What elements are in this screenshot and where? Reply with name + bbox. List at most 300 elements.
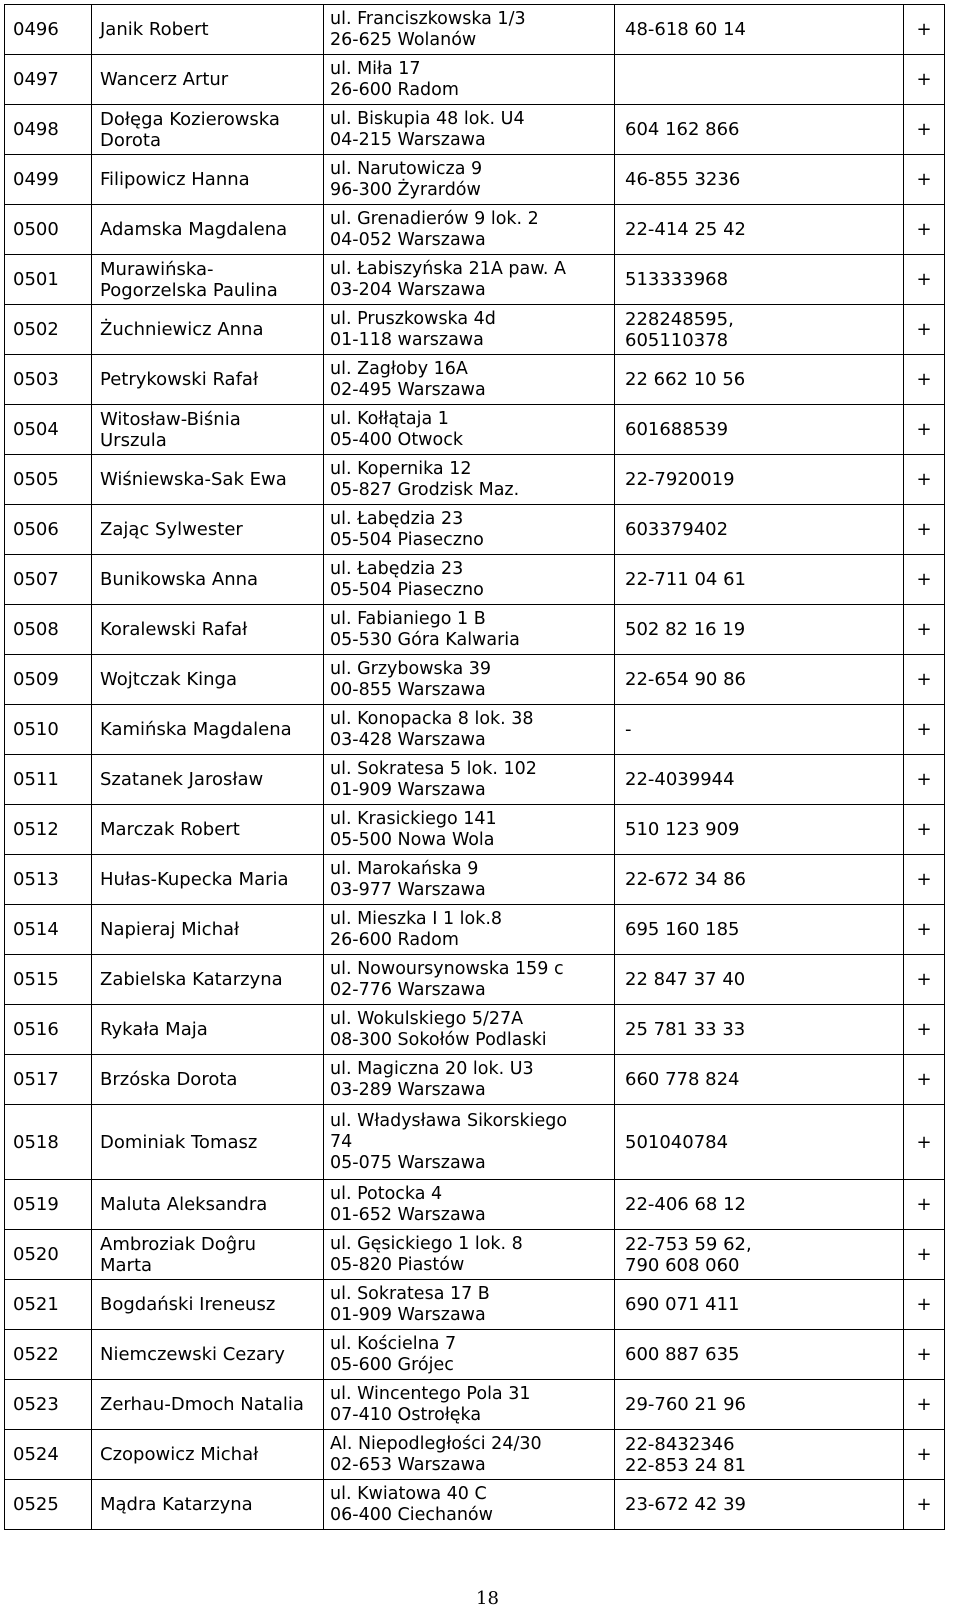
address-line: ul. Potocka 4 — [330, 1183, 443, 1204]
table-row — [5, 1480, 945, 1530]
person-name-line: Murawińska- — [100, 258, 214, 280]
record-id-cell — [5, 1180, 92, 1230]
person-name-line: Urszula — [100, 429, 167, 451]
person-name-line: Marta — [100, 1254, 153, 1276]
phone-line: 46-855 3236 — [625, 169, 741, 190]
table-row — [5, 255, 945, 305]
address-cell — [324, 1180, 615, 1230]
status-mark-cell — [904, 605, 945, 655]
phone-line: 660 778 824 — [625, 1069, 740, 1090]
person-name-line: Rykała Maja — [100, 1019, 208, 1040]
address-line: 02-495 Warszawa — [330, 379, 486, 400]
address-line: ul. Krasickiego 141 — [330, 808, 497, 829]
person-name-cell — [92, 805, 324, 855]
record-id: 0507 — [13, 569, 59, 590]
record-id-cell — [5, 805, 92, 855]
person-name-line: Zając Sylwester — [100, 519, 243, 540]
phone-line: 22-406 68 12 — [625, 1194, 747, 1215]
address-cell — [324, 505, 615, 555]
record-id: 0513 — [13, 869, 59, 890]
phone-line: 29-760 21 96 — [625, 1394, 747, 1415]
status-mark-cell — [904, 505, 945, 555]
address-cell — [324, 855, 615, 905]
address-line: 05-600 Grójec — [330, 1354, 454, 1375]
status-mark-cell — [904, 755, 945, 805]
status-mark: + — [916, 819, 932, 840]
status-mark: + — [916, 869, 932, 890]
status-mark: + — [916, 719, 932, 740]
address-cell — [324, 605, 615, 655]
address-cell — [324, 955, 615, 1005]
status-mark: + — [916, 219, 932, 240]
person-name-line: Ambroziak Doĝru — [100, 1233, 257, 1255]
record-id: 0517 — [13, 1069, 59, 1090]
record-id-cell — [5, 355, 92, 405]
phone-cell — [615, 1005, 904, 1055]
status-mark-cell — [904, 1005, 945, 1055]
person-name-line: Dominiak Tomasz — [100, 1131, 258, 1153]
phone-cell — [615, 1330, 904, 1380]
status-mark: + — [916, 169, 932, 190]
address-line: 26-600 Radom — [330, 79, 459, 100]
person-name-line: Dorota — [100, 129, 161, 151]
status-mark: + — [916, 619, 932, 640]
status-mark: + — [916, 1294, 932, 1315]
address-line: ul. Kopernika 12 — [330, 458, 472, 479]
record-id-cell — [5, 1430, 92, 1480]
address-cell — [324, 305, 615, 355]
address-line: ul. Marokańska 9 — [330, 858, 479, 879]
record-id: 0514 — [13, 919, 59, 940]
status-mark-cell — [904, 855, 945, 905]
status-mark: + — [916, 419, 932, 440]
record-id-cell — [5, 1005, 92, 1055]
status-mark: + — [916, 1194, 932, 1215]
person-name-cell — [92, 855, 324, 905]
phone-cell — [615, 805, 904, 855]
phone-cell — [615, 405, 904, 455]
address-line: ul. Kwiatowa 40 C — [330, 1483, 487, 1504]
phone-line: 690 071 411 — [625, 1294, 740, 1315]
address-cell — [324, 1380, 615, 1430]
status-mark: + — [916, 1444, 932, 1465]
record-id-cell — [5, 5, 92, 55]
status-mark-cell — [904, 655, 945, 705]
person-name-line: Bunikowska Anna — [100, 569, 259, 590]
record-id-cell — [5, 55, 92, 105]
person-name-line: Adamska Magdalena — [100, 219, 288, 240]
address-line: ul. Łabiszyńska 21A paw. A — [330, 258, 567, 279]
table-row — [5, 1230, 945, 1280]
record-id: 0511 — [13, 769, 59, 790]
status-mark-cell — [904, 1180, 945, 1230]
record-id-cell — [5, 1480, 92, 1530]
address-line: ul. Łabędzia 23 — [330, 508, 464, 529]
person-name-line: Wancerz Artur — [100, 69, 229, 90]
phone-line: 22-853 24 81 — [625, 1454, 747, 1476]
person-name-line: Mądra Katarzyna — [100, 1494, 253, 1515]
person-name-line: Napieraj Michał — [100, 919, 240, 940]
status-mark-cell — [904, 205, 945, 255]
phone-cell — [615, 1280, 904, 1330]
record-id: 0516 — [13, 1019, 59, 1040]
address-line: ul. Sokratesa 5 lok. 102 — [330, 758, 537, 779]
address-line: 03-428 Warszawa — [330, 729, 486, 750]
record-id: 0504 — [13, 419, 59, 440]
registry-table-wrapper — [4, 4, 932, 1530]
phone-cell — [615, 1380, 904, 1430]
registry-table — [4, 4, 945, 1530]
person-name-line: Wojtczak Kinga — [100, 669, 238, 690]
address-line: 05-820 Piastów — [330, 1254, 465, 1275]
record-id-cell — [5, 755, 92, 805]
person-name-line: Niemczewski Cezary — [100, 1344, 285, 1365]
address-cell — [324, 205, 615, 255]
record-id: 0503 — [13, 369, 59, 390]
address-line: ul. Kościelna 7 — [330, 1333, 457, 1354]
phone-cell — [615, 755, 904, 805]
address-line: 08-300 Sokołów Podlaski — [330, 1029, 547, 1050]
status-mark-cell — [904, 105, 945, 155]
phone-line: 22-8432346 — [625, 1433, 735, 1455]
address-line: ul. Fabianiego 1 B — [330, 608, 486, 629]
address-cell — [324, 55, 615, 105]
record-id: 0497 — [13, 69, 59, 90]
person-name-line: Wiśniewska-Sak Ewa — [100, 469, 287, 490]
person-name-line: Filipowicz Hanna — [100, 169, 250, 190]
address-line: ul. Wokulskiego 5/27A — [330, 1008, 524, 1029]
address-cell — [324, 105, 615, 155]
person-name-cell — [92, 5, 324, 55]
address-cell — [324, 1480, 615, 1530]
status-mark-cell — [904, 355, 945, 405]
phone-line: 513333968 — [625, 269, 729, 290]
phone-cell — [615, 555, 904, 605]
page-number: 18 — [476, 1588, 499, 1609]
phone-line: 501040784 — [625, 1131, 729, 1153]
address-line: ul. Narutowicza 9 — [330, 158, 483, 179]
address-line: 00-855 Warszawa — [330, 679, 486, 700]
table-row — [5, 1430, 945, 1480]
status-mark-cell — [904, 155, 945, 205]
table-row — [5, 5, 945, 55]
address-cell — [324, 1280, 615, 1330]
address-line: 03-977 Warszawa — [330, 879, 486, 900]
phone-line: 22-711 04 61 — [625, 569, 747, 590]
record-id: 0525 — [13, 1494, 59, 1515]
record-id-cell — [5, 905, 92, 955]
table-row — [5, 1005, 945, 1055]
phone-line: 25 781 33 33 — [625, 1019, 746, 1040]
status-mark-cell — [904, 1280, 945, 1330]
phone-cell — [615, 5, 904, 55]
address-cell — [324, 655, 615, 705]
address-line: ul. Łabędzia 23 — [330, 558, 464, 579]
person-name-cell — [92, 1430, 324, 1480]
address-cell — [324, 255, 615, 305]
address-line: ul. Konopacka 8 lok. 38 — [330, 708, 534, 729]
phone-line: 48-618 60 14 — [625, 19, 747, 40]
status-mark-cell — [904, 705, 945, 755]
phone-cell — [615, 705, 904, 755]
table-row — [5, 955, 945, 1005]
person-name-cell — [92, 905, 324, 955]
status-mark: + — [916, 669, 932, 690]
status-mark: + — [916, 1069, 932, 1090]
record-id: 0523 — [13, 1394, 59, 1415]
address-cell — [324, 355, 615, 405]
phone-cell — [615, 455, 904, 505]
status-mark-cell — [904, 55, 945, 105]
person-name-line: Pogorzelska Paulina — [100, 279, 278, 301]
address-line: ul. Pruszkowska 4d — [330, 308, 496, 329]
person-name-cell — [92, 55, 324, 105]
table-row — [5, 355, 945, 405]
status-mark: + — [916, 319, 932, 340]
person-name-cell — [92, 955, 324, 1005]
address-line: ul. Władysława Sikorskiego — [330, 1110, 568, 1131]
person-name-line: Janik Robert — [100, 19, 209, 40]
record-id: 0502 — [13, 319, 59, 340]
status-mark: + — [916, 19, 932, 40]
phone-cell — [615, 205, 904, 255]
address-line: 05-500 Nowa Wola — [330, 829, 495, 850]
address-cell — [324, 755, 615, 805]
table-row — [5, 55, 945, 105]
person-name-line: Maluta Aleksandra — [100, 1194, 268, 1215]
person-name-cell — [92, 355, 324, 405]
status-mark-cell — [904, 255, 945, 305]
table-row — [5, 1055, 945, 1105]
address-line: 01-909 Warszawa — [330, 779, 486, 800]
address-line: 06-400 Ciechanów — [330, 1504, 493, 1525]
person-name-line: Żuchniewicz Anna — [100, 319, 264, 340]
person-name-cell — [92, 155, 324, 205]
status-mark: + — [916, 369, 932, 390]
record-id-cell — [5, 505, 92, 555]
table-row — [5, 805, 945, 855]
phone-line: 603379402 — [625, 519, 729, 540]
person-name-cell — [92, 1280, 324, 1330]
status-mark: + — [916, 119, 932, 140]
table-row — [5, 655, 945, 705]
record-id: 0524 — [13, 1444, 59, 1465]
record-id: 0521 — [13, 1294, 59, 1315]
address-line: ul. Sokratesa 17 B — [330, 1283, 490, 1304]
phone-cell — [615, 1105, 904, 1180]
table-row — [5, 105, 945, 155]
phone-cell — [615, 355, 904, 405]
table-row — [5, 455, 945, 505]
phone-cell — [615, 1430, 904, 1480]
status-mark: + — [916, 1494, 932, 1515]
address-cell — [324, 1430, 615, 1480]
status-mark: + — [916, 1244, 932, 1265]
phone-cell — [615, 955, 904, 1005]
address-cell — [324, 5, 615, 55]
address-line: ul. Wincentego Pola 31 — [330, 1383, 531, 1404]
person-name-cell — [92, 505, 324, 555]
phone-cell — [615, 505, 904, 555]
address-line: 02-776 Warszawa — [330, 979, 486, 1000]
phone-cell — [615, 1480, 904, 1530]
person-name-cell — [92, 205, 324, 255]
person-name-cell — [92, 305, 324, 355]
phone-line: 502 82 16 19 — [625, 619, 746, 640]
person-name-line: Dołęga Kozierowska — [100, 108, 280, 130]
address-line: ul. Mieszka I 1 lok.8 — [330, 908, 503, 929]
person-name-line: Kamińska Magdalena — [100, 719, 292, 740]
address-line: 02-653 Warszawa — [330, 1454, 486, 1475]
phone-line: 22-753 59 62, — [625, 1233, 752, 1255]
phone-cell — [615, 1230, 904, 1280]
phone-line: 604 162 866 — [625, 119, 740, 140]
person-name-line: Marczak Robert — [100, 819, 240, 840]
person-name-line: Brzóska Dorota — [100, 1069, 238, 1090]
phone-cell — [615, 105, 904, 155]
phone-cell — [615, 605, 904, 655]
status-mark: + — [916, 1019, 932, 1040]
person-name-cell — [92, 1330, 324, 1380]
address-line: ul. Zagłoby 16A — [330, 358, 468, 379]
record-id-cell — [5, 1330, 92, 1380]
table-row — [5, 905, 945, 955]
status-mark: + — [916, 69, 932, 90]
address-line: 05-075 Warszawa — [330, 1152, 486, 1173]
record-id: 0519 — [13, 1194, 59, 1215]
phone-line: 22-4039944 — [625, 769, 735, 790]
address-line: 01-652 Warszawa — [330, 1204, 486, 1225]
address-line: 05-504 Piaseczno — [330, 529, 484, 550]
record-id: 0508 — [13, 619, 59, 640]
record-id-cell — [5, 605, 92, 655]
person-name-line: Petrykowski Rafał — [100, 369, 259, 390]
person-name-cell — [92, 105, 324, 155]
person-name-line: Zabielska Katarzyna — [100, 969, 283, 990]
record-id-cell — [5, 1280, 92, 1330]
address-line: ul. Miła 17 — [330, 58, 421, 79]
table-row — [5, 705, 945, 755]
address-line: 01-118 warszawa — [330, 329, 484, 350]
table-row — [5, 1380, 945, 1430]
phone-line: 22 662 10 56 — [625, 369, 746, 390]
address-cell — [324, 1330, 615, 1380]
person-name-line: Czopowicz Michał — [100, 1444, 259, 1465]
status-mark-cell — [904, 555, 945, 605]
address-cell — [324, 905, 615, 955]
address-cell — [324, 1005, 615, 1055]
status-mark: + — [916, 1394, 932, 1415]
person-name-line: Koralewski Rafał — [100, 619, 248, 640]
status-mark-cell — [904, 1480, 945, 1530]
person-name-cell — [92, 455, 324, 505]
status-mark: + — [916, 769, 932, 790]
record-id: 0505 — [13, 469, 59, 490]
record-id-cell — [5, 555, 92, 605]
record-id-cell — [5, 255, 92, 305]
phone-line: 23-672 42 39 — [625, 1494, 747, 1515]
record-id-cell — [5, 955, 92, 1005]
status-mark-cell — [904, 955, 945, 1005]
record-id-cell — [5, 1380, 92, 1430]
address-cell — [324, 1230, 615, 1280]
person-name-cell — [92, 1180, 324, 1230]
phone-line: 601688539 — [625, 419, 729, 440]
phone-cell — [615, 655, 904, 705]
status-mark-cell — [904, 305, 945, 355]
address-line: ul. Nowoursynowska 159 c — [330, 958, 564, 979]
status-mark-cell — [904, 455, 945, 505]
person-name-cell — [92, 1230, 324, 1280]
record-id-cell — [5, 705, 92, 755]
address-line: 04-215 Warszawa — [330, 129, 486, 150]
address-line: 05-504 Piaseczno — [330, 579, 484, 600]
status-mark: + — [916, 519, 932, 540]
address-cell — [324, 805, 615, 855]
phone-cell — [615, 1055, 904, 1105]
status-mark-cell — [904, 1430, 945, 1480]
person-name-cell — [92, 405, 324, 455]
status-mark-cell — [904, 1055, 945, 1105]
person-name-line: Bogdański Ireneusz — [100, 1294, 276, 1315]
status-mark: + — [916, 969, 932, 990]
status-mark: + — [916, 919, 932, 940]
record-id: 0510 — [13, 719, 59, 740]
address-cell — [324, 455, 615, 505]
address-line: ul. Grenadierów 9 lok. 2 — [330, 208, 539, 229]
address-cell — [324, 155, 615, 205]
record-id: 0500 — [13, 219, 59, 240]
phone-line: 790 608 060 — [625, 1254, 740, 1276]
table-row — [5, 755, 945, 805]
table-row — [5, 305, 945, 355]
record-id-cell — [5, 155, 92, 205]
record-id: 0509 — [13, 669, 59, 690]
phone-cell — [615, 55, 904, 105]
address-line: 03-289 Warszawa — [330, 1079, 486, 1100]
record-id-cell — [5, 205, 92, 255]
record-id-cell — [5, 105, 92, 155]
person-name-cell — [92, 1480, 324, 1530]
record-id: 0506 — [13, 519, 59, 540]
table-row — [5, 555, 945, 605]
table-row — [5, 1330, 945, 1380]
record-id: 0520 — [13, 1244, 59, 1265]
address-line: 03-204 Warszawa — [330, 279, 486, 300]
table-row — [5, 1105, 945, 1180]
record-id-cell — [5, 655, 92, 705]
record-id-cell — [5, 455, 92, 505]
status-mark-cell — [904, 1330, 945, 1380]
phone-cell — [615, 855, 904, 905]
person-name-cell — [92, 1105, 324, 1180]
person-name-line: Witosław-Biśnia — [100, 408, 241, 430]
table-row — [5, 855, 945, 905]
phone-line: 22 847 37 40 — [625, 969, 746, 990]
status-mark-cell — [904, 405, 945, 455]
address-line: 96-300 Żyrardów — [330, 179, 481, 200]
phone-cell — [615, 1180, 904, 1230]
table-row — [5, 155, 945, 205]
address-line: ul. Biskupia 48 lok. U4 — [330, 108, 525, 129]
record-id-cell — [5, 1055, 92, 1105]
address-line: 04-052 Warszawa — [330, 229, 486, 250]
status-mark: + — [916, 1344, 932, 1365]
record-id: 0501 — [13, 269, 59, 290]
status-mark-cell — [904, 1105, 945, 1180]
address-line: 01-909 Warszawa — [330, 1304, 486, 1325]
status-mark: + — [916, 1131, 932, 1153]
